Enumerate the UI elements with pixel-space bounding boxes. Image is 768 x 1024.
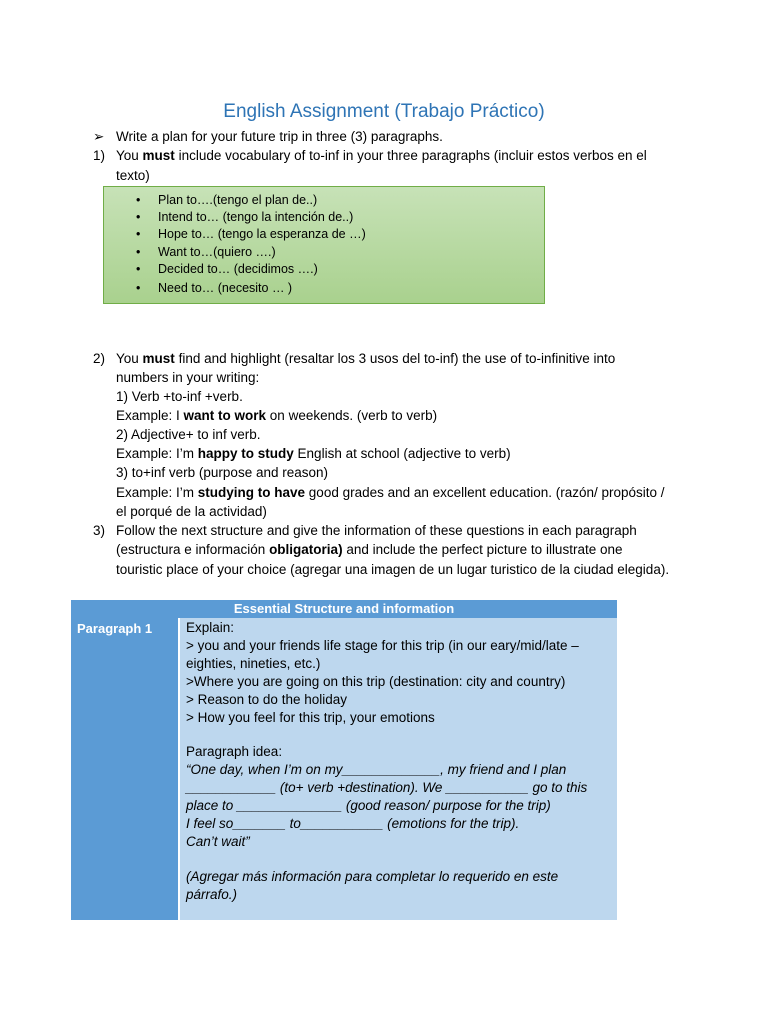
item3-line2: (estructura e información obligatoria) and include the perfect picture to illustrate one (116, 542, 623, 557)
paragraph-idea-label: Paragraph idea: (186, 744, 283, 759)
list-item: • Decided to… (decidimos ….) (136, 261, 366, 278)
bullet-icon: • (136, 193, 141, 207)
explain-point: >Where you are going on this trip (destination: city and country) (186, 674, 566, 689)
bullet-icon: • (136, 281, 141, 296)
list-item: • Plan to….(tengo el plan de..) (136, 192, 366, 209)
bullet-icon: • (136, 244, 141, 259)
table-header: Essential Structure and information (71, 600, 617, 618)
verb-list-box (103, 186, 545, 304)
list-number-2: 2) (93, 351, 106, 366)
idea-line: “One day, when I’m on my_____________, my friend and I plan (186, 762, 567, 777)
explain-label: Explain: (186, 620, 235, 635)
idea-line: place to ______________ (good reason/ purpose for the trip) (186, 798, 551, 813)
item1-line1: You must include vocabulary of to-inf in your three paragraphs (incluir estos verbos en el (116, 148, 647, 163)
item2-example1: Example: I want to work on weekends. (verb to verb) (116, 408, 438, 423)
explain-point: > you and your friends life stage for this trip (in our eary/mid/late – (186, 638, 579, 653)
explain-point: > How you feel for this trip, your emotions (186, 710, 435, 725)
row-label-cell (71, 618, 180, 920)
item3-line1: Follow the next structure and give the information of these questions in each paragraph (116, 523, 637, 538)
list-number-1: 1) (93, 148, 106, 163)
explain-point: > Reason to do the holiday (186, 692, 347, 707)
arrow-bullet-icon: ➢ (93, 129, 105, 144)
list-item: • Need to… (necesito … ) (136, 280, 366, 297)
item3-line3: touristic place of your choice (agregar una imagen de un lugar turistico de la ciudad elegida). (116, 562, 670, 577)
item2-example3: Example: I’m studying to have good grades and an excellent education. (razón/ propósito / (116, 485, 665, 500)
item2-example3-cont: el porqué de la actividad) (116, 504, 267, 519)
page-title: English Assignment (Trabajo Práctico) (223, 101, 545, 122)
item2-line2: numbers in your writing: (116, 370, 260, 385)
list-item: • Hope to… (tengo la esperanza de …) (136, 226, 366, 243)
item2-use2: 2) Adjective+ to inf verb. (116, 427, 261, 442)
list-number-3: 3) (93, 523, 106, 538)
item2-use3: 3) to+inf verb (purpose and reason) (116, 465, 328, 480)
item1-line2: texto) (116, 168, 150, 183)
note-line: (Agregar más información para completar lo requerido en este (186, 869, 559, 884)
item2-line1: You must find and highlight (resaltar los 3 usos del to-inf) the use of to-infinitive into (116, 351, 616, 366)
idea-line: Can’t wait” (186, 834, 250, 849)
idea-line: I feel so_______ to___________ (emotions for the trip). (186, 816, 520, 831)
row-content-cell (180, 618, 617, 920)
item2-example2: Example: I’m happy to study English at school (adjective to verb) (116, 446, 511, 461)
idea-line: ____________ (to+ verb +destination). We ___________ go to this (186, 780, 588, 795)
bullet-icon: • (136, 261, 141, 276)
row-label: Paragraph 1 (77, 621, 153, 636)
bullet-icon: • (136, 210, 141, 225)
list-item: • Want to…(quiero ….) (136, 244, 366, 261)
note-line: párrafo.) (186, 887, 238, 902)
intro-text: Write a plan for your future trip in three (3) paragraphs. (116, 129, 443, 144)
item2-use1: 1) Verb +to-inf +verb. (116, 389, 243, 404)
explain-point: eighties, nineties, etc.) (186, 656, 321, 671)
bullet-icon: • (136, 227, 141, 242)
list-item: • Intend to… (tengo la intención de..) (136, 209, 366, 226)
structure-table (71, 600, 617, 920)
